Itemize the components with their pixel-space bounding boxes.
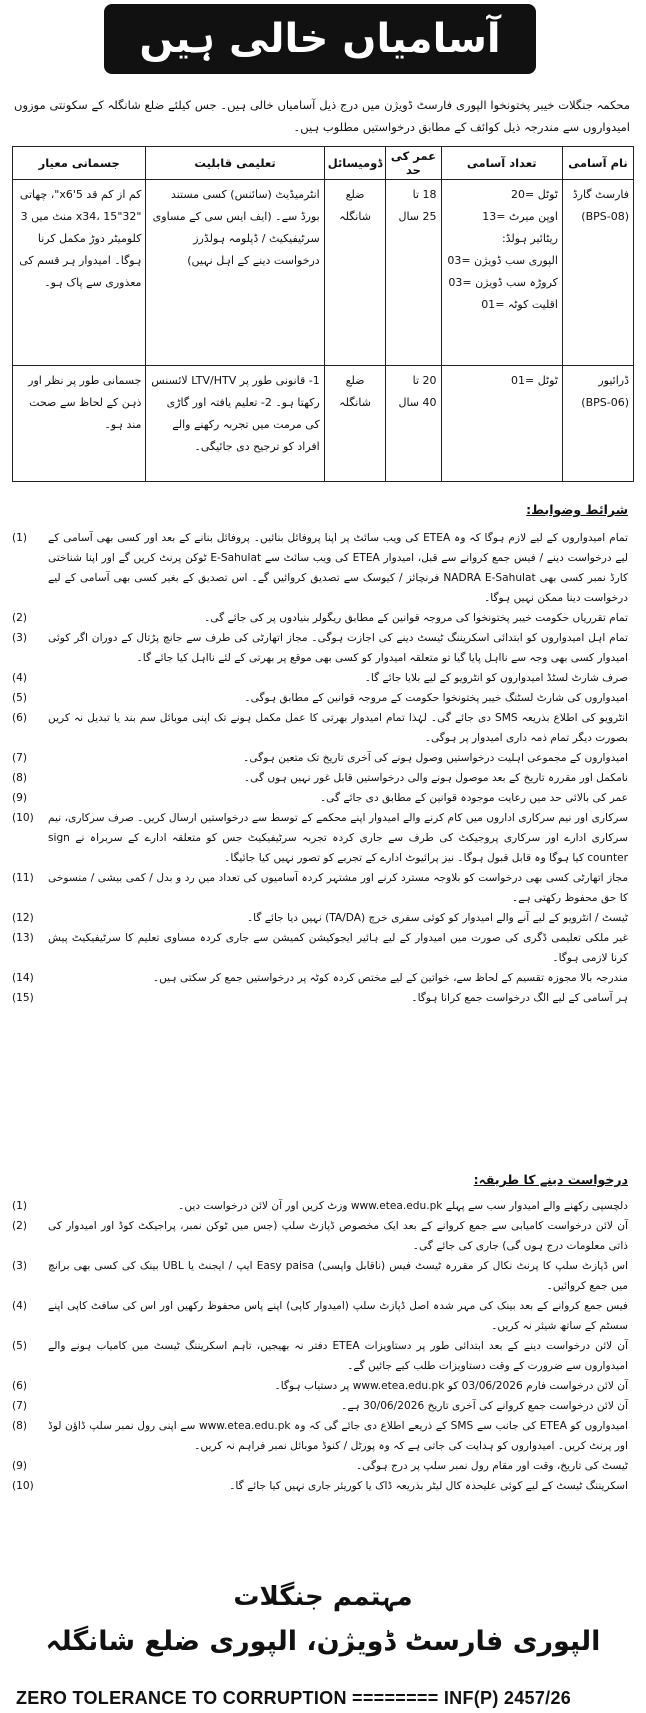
age-cell <box>386 180 441 366</box>
list-item: (8) امیدواروں کو ETEA کی جانب سے SMS کے ذریعے اطلاع دی جائے گی کہ وہ www.etea.edu.pk سے اپنی رول نمبر سلپ ڈاؤن لوڈ اور پرنٹ کریں۔ امیدواروں کو ہدایت کی جاتی ہے کہ وہ پورٹل / کنوڈ موبائل نمبر فراہم نہ کریں۔ <box>12 1420 628 1452</box>
list-item: (7) امیدواروں کے مجموعی اہلیت درخواستیں وصول ہونے کی آخری تاریخ تک متعین ہوگی۔ <box>12 752 628 764</box>
header-post-count: تعداد آسامی <box>441 147 562 180</box>
domicile-cell <box>324 366 386 482</box>
count-line: ٹوٹل =20 <box>511 188 558 201</box>
post-bps: (BPS-06) <box>581 396 629 409</box>
post-name-cell <box>562 366 633 482</box>
apply-heading: درخواست دینے کا طریقہ: <box>473 1172 628 1187</box>
list-item: (15) ہر آسامی کے لیے الگ درخواست جمع کرانا ہوگا۔ <box>12 992 628 1004</box>
list-item: (5) آن لائن درخواست دینے کے بعد ابتدائی طور پر دستاویزات ETEA دفتر نہ بھیجیں، تاہم اسکریننگ ٹیسٹ میں کامیاب ہونے والے امیدواروں سے ضرورت کے وقت دستاویزات طلب کیے جائیں گے۔ <box>12 1340 628 1372</box>
conditions-heading: شرائط وضوابط: <box>526 502 628 517</box>
domicile-cell <box>324 180 386 366</box>
table-row <box>13 366 634 482</box>
physical-cell: جسمانی طور پر نظر اور ذہن کے لحاظ سے صحت مند ہو۔ <box>13 366 146 482</box>
apply-steps-list <box>12 1196 632 1496</box>
posts-table <box>12 146 634 482</box>
list-item: (4) فیس جمع کروانے کے بعد بینک کی مہر شدہ اصل ڈپازٹ سلپ (امیدوار کاپی) اپنے پاس محفوظ رکھیں اور اس کی سافٹ کاپی اپنے سسٹم کے ساتھ شیئر نہ کریں۔ <box>12 1300 628 1332</box>
list-item: (4) صرف شارٹ لسٹڈ امیدواروں کو انٹرویو کے لیے بلایا جائے گا۔ <box>12 672 628 684</box>
post-name-cell <box>562 180 633 366</box>
qualification-cell: 1- قانونی طور پر LTV/HTV لائسنس رکھتا ہو۔ 2- تعلیم یافتہ اور گاڑی کی مرمت میں تجربہ رکھنے والے افراد کو ترجیح دی جائیگی۔ <box>146 366 324 482</box>
signature-title: مہتمم جنگلات <box>233 1582 413 1612</box>
count-line: اوپن میرٹ =13 <box>482 210 558 223</box>
post-count-cell <box>441 366 562 482</box>
list-item: (2) تمام تقرریاں حکومت خیبر پختونخوا کی مروجہ قوانین کے مطابق ریگولر بنیادوں پر کی جائے گی۔ <box>12 612 628 624</box>
post-count-cell <box>441 180 562 366</box>
domicile-line: ضلع <box>345 374 365 387</box>
age-line: 18 تا <box>412 188 437 201</box>
table-header-row <box>13 147 634 180</box>
list-item: (2) آن لائن درخواست کامیابی سے جمع کروانے کے بعد ایک مخصوص ڈپازٹ سلپ (جس میں ٹوکن نمبر، پراجیکٹ کوڈ اور امیدوار کی ذاتی معلومات درج ہوں گی) جاری کی جائے گی۔ <box>12 1220 628 1252</box>
list-item: (6) انٹرویو کی اطلاع بذریعہ SMS دی جائے گی۔ لہٰذا تمام امیدوار بھرتی کا عمل مکمل ہونے تک اپنی موبائل سم بند یا تبدیل نہ کریں بصورت دیگر تمام ذمہ داری امیدوار پر ہوگی۔ <box>12 712 628 744</box>
list-item: (7) آن لائن درخواست جمع کروانے کی آخری تاریخ 30/06/2026 ہے۔ <box>12 1400 628 1412</box>
list-item: (12) ٹیسٹ / انٹرویو کے لیے آنے والے امیدوار کو کوئی سفری خرچ (TA/DA) نہیں دیا جائے گا۔ <box>12 912 628 924</box>
list-item: (5) امیدواروں کی شارٹ لسٹنگ خیبر پختونخوا حکومت کے مروجہ قوانین کے مطابق ہوگی۔ <box>12 692 628 704</box>
conditions-list <box>12 528 632 1008</box>
header-qualification: تعلیمی قابلیت <box>146 147 324 180</box>
header-physical-standard: جسمانی معیار <box>13 147 146 180</box>
list-item: (6) آن لائن درخواست فارم 03/06/2026 کو www.etea.edu.pk پر دستیاب ہوگا۔ <box>12 1380 628 1392</box>
header-age-limit: عمر کی حد <box>386 147 441 180</box>
list-item: (10) سرکاری اور نیم سرکاری اداروں میں کام کرنے والے امیدوار اپنے محکمے کے توسط سے درخواستیں ارسال کریں۔ صرف سرکاری، نیم سرکاری ادارے اور سرکاری پروجیکٹ کی طرف سے جاری کردہ تجربہ سرٹیفیکیٹ جس کو متعلقہ ادارے کے سربراہ نے sign counter کیا ہوگا وہ قابل قبول ہوگا۔ نیز پرائیوٹ ادارے کے تجربے کو تصور نہیں کیا جائیگا۔ <box>12 812 628 864</box>
table-row <box>13 180 634 366</box>
post-bps: (BPS-08) <box>581 210 629 223</box>
list-item: (3) تمام اہل امیدواروں کو ابتدائی اسکریننگ ٹیسٹ دینے کی اجازت ہوگی۔ مجاز اتھارٹی کی طرف سے جانچ پڑتال کے دوران اگر کوئی امیدوار کسی بھی وجہ سے نااہل پایا گیا تو متعلقہ امیدوار کو کسی بھی موقع پر بھرتی کے لئے نااہل کیا جائے گا۔ <box>12 632 628 664</box>
list-item: (9) عمر کی بالائی حد میں رعایت موجودہ قوانین کے مطابق دی جائے گی۔ <box>12 792 628 804</box>
list-item: (14) مندرجہ بالا مجوزہ تقسیم کے لحاظ سے، خواتین کے لیے مختص کردہ کوٹہ پر درخواستیں جمع کر سکتی ہیں۔ <box>12 972 628 984</box>
count-line: ریٹائیر ہولڈ: <box>501 232 558 245</box>
domicile-line: شانگلہ <box>339 210 371 223</box>
list-item: (10) اسکریننگ ٹیسٹ کے لیے کوئی علیحدہ کال لیٹر بذریعہ ڈاک یا کوریئر جاری نہیں کیا جائے گا۔ <box>12 1480 628 1492</box>
banner-title: آسامیاں خالی ہیں <box>104 4 536 74</box>
list-item: (3) اس ڈپازٹ سلپ کا پرنٹ نکال کر مقررہ ٹیسٹ فیس (ناقابل واپسی) Easy paisa ایپ / ایجنٹ یا UBL بینک کی کسی بھی برانچ میں جمع کروائیں۔ <box>12 1260 628 1292</box>
list-item: (13) غیر ملکی تعلیمی ڈگری کی صورت میں امیدوار کے لیے ہائیر ایجوکیشن کمیشن سے جاری کردہ مساوی تعلیم کا سرٹیفیکیٹ پیش کرنا لازمی ہوگا۔ <box>12 932 628 964</box>
intro-paragraph: محکمہ جنگلات خیبر پختونخوا الپوری فارسٹ ڈویژن میں درج ذیل آسامیاں خالی ہیں۔ جس کیلئے ضلع شانگلہ کے سکونتی موزوں امیدواروں سے مندرجہ ذیل کوائف کے مطابق درخواستیں مطلوب ہیں۔ <box>14 98 630 134</box>
qualification-cell: انٹرمیڈیٹ (سائنس) کسی مستند بورڈ سے۔ (ایف ایس سی کے مساوی سرٹیفیکیٹ / ڈپلومہ ہولڈرز درخواست دینے کے اہل نہیں) <box>146 180 324 366</box>
count-line: اقلیت کوٹہ =01 <box>481 298 558 311</box>
domicile-line: ضلع <box>345 188 365 201</box>
list-item: (1) تمام امیدواروں کے لیے لازم ہوگا کہ وہ ETEA کی ویب سائٹ پر اپنا پروفائل بنائیں۔ پروفائل بنانے کے بعد اور کسی بھی آسامی کے لیے درخواست دینے / فیس جمع کروانے سے قبل، امیدوار ETEA کی ویب سائٹ سے E-Sahulat ٹوکن پرنٹ کریں گے اور اپنا شناختی کارڈ نمبر کسی بھی NADRA E-Sahulat فرنچائز / کیوسک سے تصدیق کروائیں گے۔ اس تصدیق کے بغیر کسی بھی آسامی کے لیے درخواست دینا ممکن نہیں ہوگا۔ <box>12 532 629 604</box>
count-line: الپوری سب ڈویژن =03 <box>447 254 558 267</box>
list-item: (11) مجاز اتھارٹی کسی بھی درخواست کو بلاوجہ مسترد کرنے اور مشتہر کردہ آسامیوں کی تعداد میں رد و بدل / کمی بیشی / منسوخی کا حق محفوظ رکھتی ہے۔ <box>12 872 628 904</box>
list-item: (1) دلچسپی رکھنے والے امیدوار سب سے پہلے www.etea.edu.pk وزٹ کریں اور آن لائن درخواست دیں۔ <box>12 1200 628 1212</box>
count-line: ٹوٹل =01 <box>511 374 558 387</box>
domicile-line: شانگلہ <box>339 396 371 409</box>
footer-reference: ZERO TOLERANCE TO CORRUPTION ======== INF(P) 2457/26 <box>16 1688 572 1708</box>
age-line: 40 سال <box>398 396 437 409</box>
age-line: 20 تا <box>412 374 437 387</box>
physical-cell: کم از کم قد 5'x6"، چھاتی "32"x34، 15 منٹ میں 3 کلومیٹر دوڑ مکمل کرنا ہوگا۔ امیدوار ہر قسم کی معذوری سے پاک ہو۔ <box>13 180 146 366</box>
list-item: (9) ٹیسٹ کی تاریخ، وقت اور مقام رول نمبر سلپ پر درج ہوگی۔ <box>12 1460 628 1472</box>
post-name: ڈرائیور <box>598 374 629 387</box>
header-domicile: ڈومیسائل <box>324 147 386 180</box>
list-item: (8) نامکمل اور مقررہ تاریخ کے بعد موصول ہونے والی درخواستیں قابل غور نہیں ہوں گی۔ <box>12 772 628 784</box>
count-line: کروڑہ سب ڈویژن =03 <box>448 276 558 289</box>
post-name: فارسٹ گارڈ <box>572 188 629 201</box>
header-post-name: نام آسامی <box>562 147 633 180</box>
age-cell <box>386 366 441 482</box>
signature-office: الپوری فارسٹ ڈویژن، الپوری ضلع شانگلہ <box>45 1626 601 1657</box>
age-line: 25 سال <box>398 210 437 223</box>
